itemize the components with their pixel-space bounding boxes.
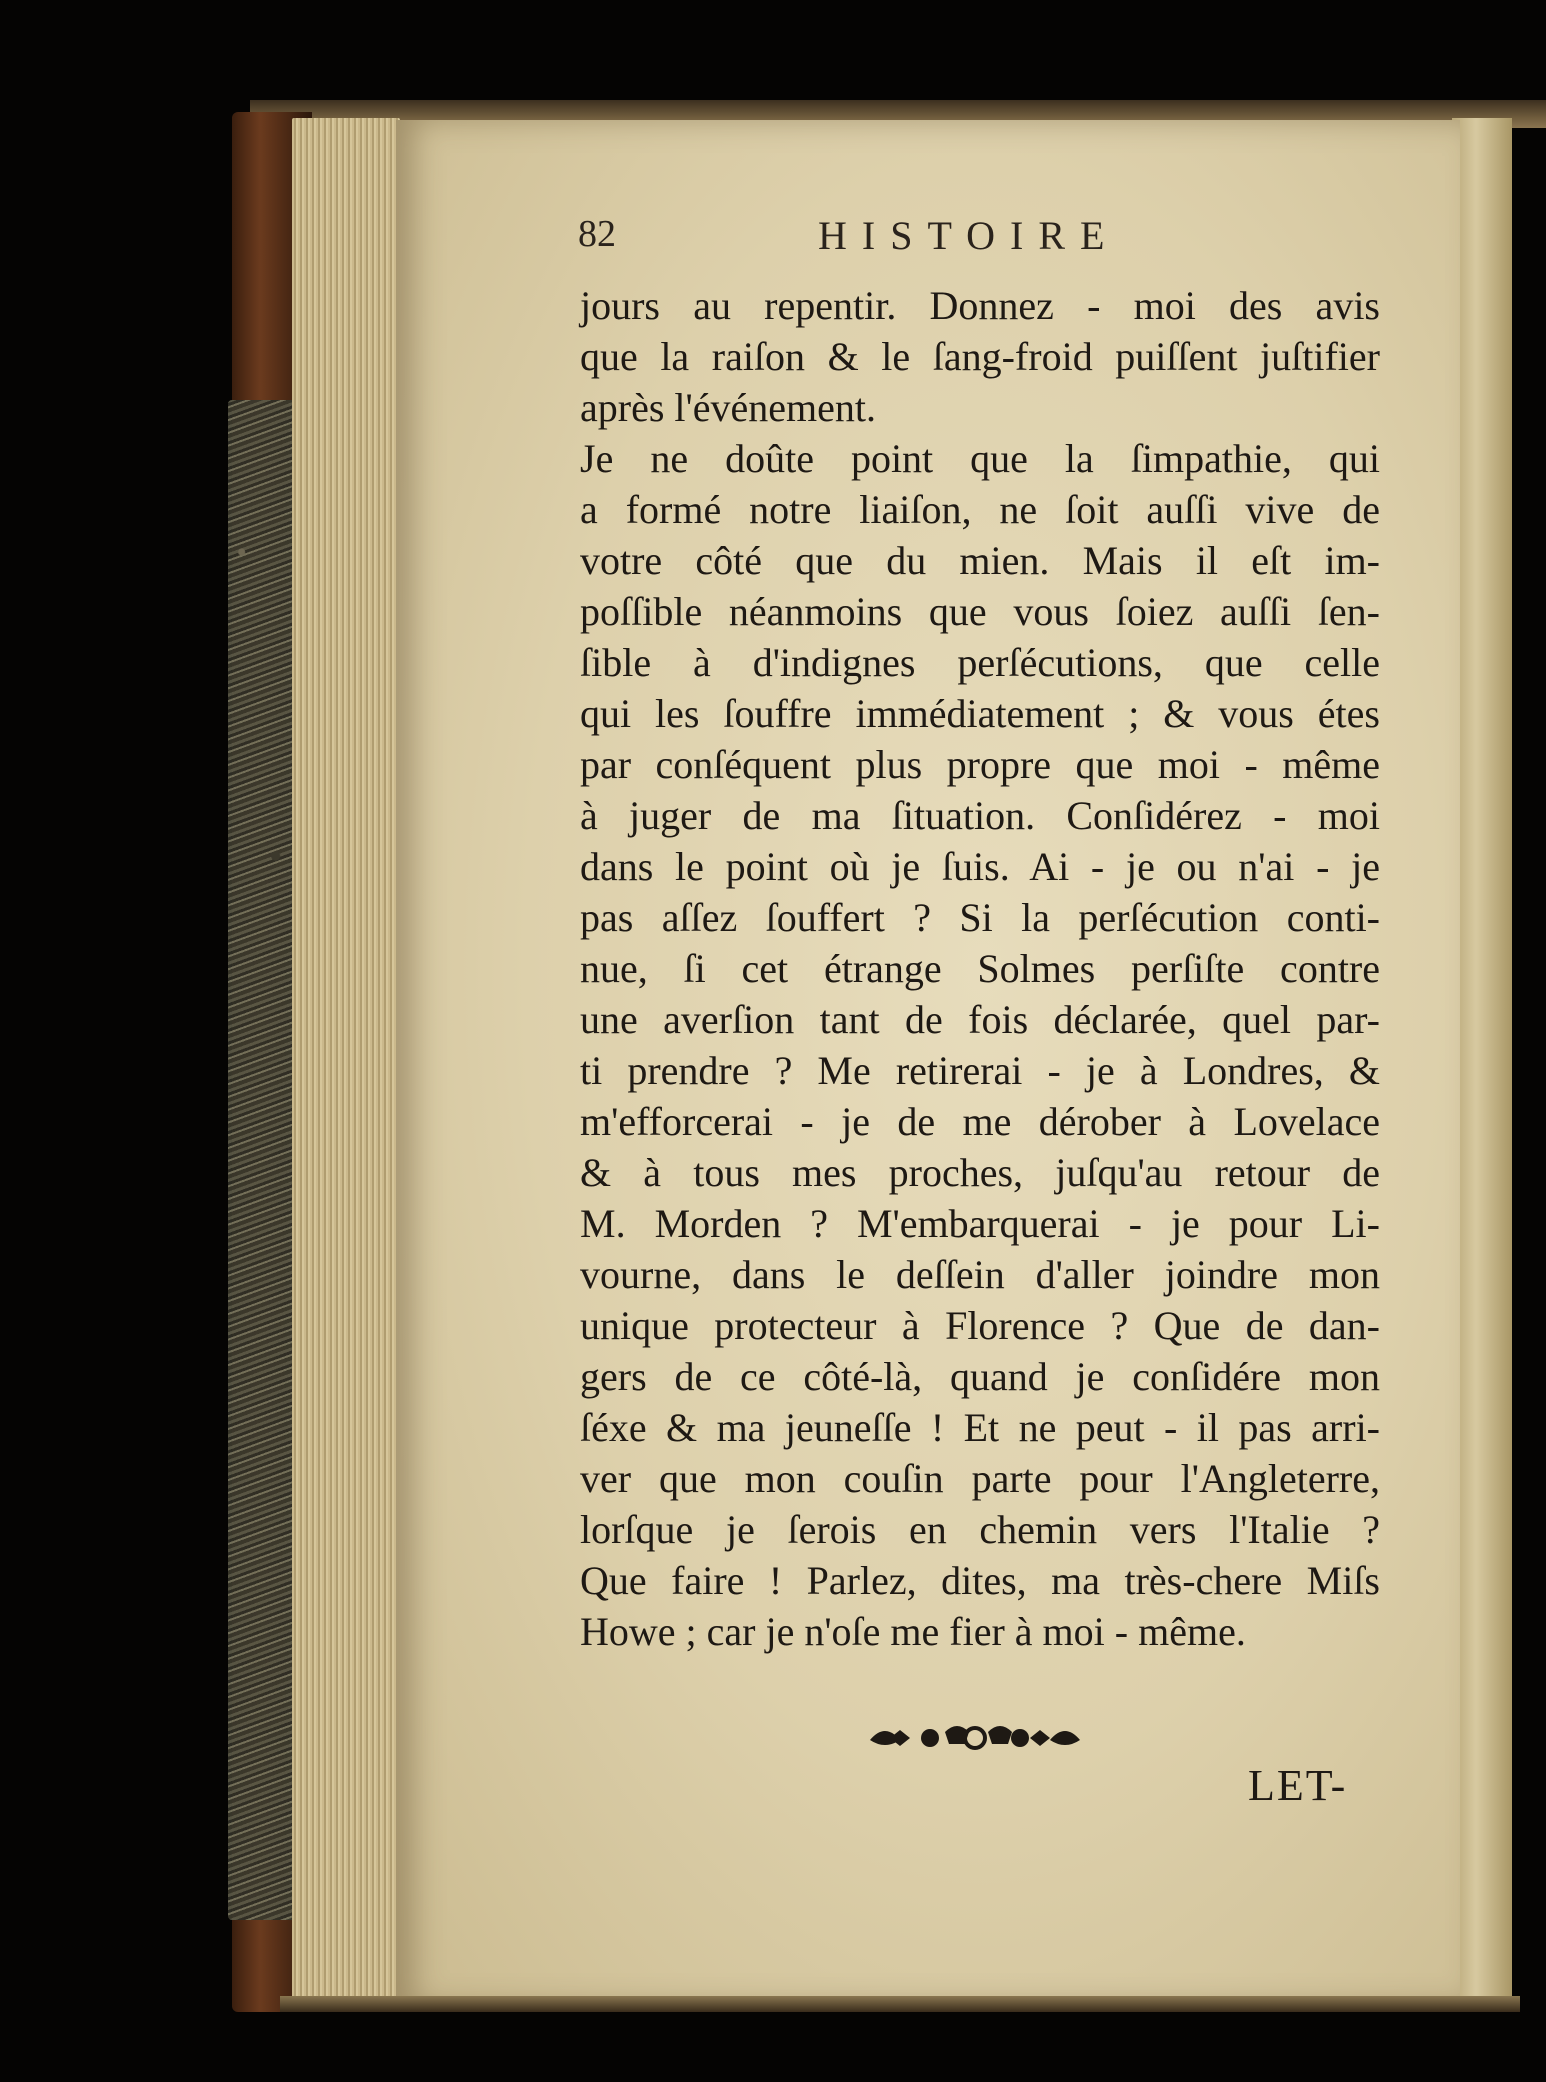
text-line: m'efforcerai - je de me dérober à Lovelace (580, 1099, 1380, 1144)
facing-page-edge (1452, 118, 1512, 2008)
text-line: a formé notre liaiſon, ne ſoit auſſi vive de (580, 487, 1380, 532)
text-line: gers de ce côté-là, quand je conſidére mon (580, 1354, 1380, 1399)
text-line: poſſible néanmoins que vous ſoiez auſſi ſen- (580, 589, 1380, 634)
catchword: LET- (1248, 1761, 1348, 1810)
text-line: M. Morden ? M'embarquerai - je pour Li- (580, 1201, 1380, 1246)
text-line: ſible à d'indignes perſécutions, que celle (580, 640, 1380, 685)
page-edges (292, 118, 400, 2008)
text-line: Que faire ! Parlez, dites, ma très-chere Miſs (580, 1558, 1380, 1603)
body-text (580, 280, 1380, 1657)
text-line: que la raiſon & le ſang-froid puiſſent juſtifier (580, 334, 1380, 379)
page-number: 82 (578, 213, 616, 255)
text-line: nue, ſi cet étrange Solmes perſiſte contre (580, 946, 1380, 991)
text-line: par conſéquent plus propre que moi - même (580, 742, 1380, 787)
text-line: & à tous mes proches, juſqu'au retour de (580, 1150, 1380, 1195)
text-line: lorſque je ſerois en chemin vers l'Italie ? (580, 1507, 1380, 1552)
text-line: à juger de ma ſituation. Conſidérez - moi (580, 793, 1380, 838)
text-line: votre côté que du mien. Mais il eſt im- (580, 538, 1380, 583)
text-line: ver que mon couſin parte pour l'Angleterre, (580, 1456, 1380, 1501)
marbled-cover-edge (228, 400, 296, 1920)
text-line: qui les ſouffre immédiatement ; & vous étes (580, 691, 1380, 736)
text-line: vourne, dans le deſſein d'aller joindre mon (580, 1252, 1380, 1297)
text-line: Je ne doûte point que la ſimpathie, qui (580, 436, 1380, 481)
text-line: après l'événement. (580, 385, 876, 430)
running-head (578, 212, 1478, 262)
running-title: HISTOIRE (818, 213, 1120, 258)
book-bottom-edge (280, 1996, 1520, 2012)
text-line: unique protecteur à Florence ? Que de dan- (580, 1303, 1380, 1348)
text-line: une averſion tant de fois déclarée, quel par- (580, 997, 1380, 1042)
text-line: ti prendre ? Me retirerai - je à Londres, & (580, 1048, 1380, 1093)
text-line: ſéxe & ma jeuneſſe ! Et ne peut - il pas arri- (580, 1405, 1380, 1450)
text-line: Howe ; car je n'oſe me fier à moi - même. (580, 1609, 1246, 1654)
text-line: dans le point où je ſuis. Ai - je ou n'ai - je (580, 844, 1380, 889)
ornament-icon (860, 1712, 1090, 1762)
text-line: pas aſſez ſouffert ? Si la perſécution conti- (580, 895, 1380, 940)
text-line: jours au repentir. Donnez - moi des avis (580, 283, 1380, 328)
